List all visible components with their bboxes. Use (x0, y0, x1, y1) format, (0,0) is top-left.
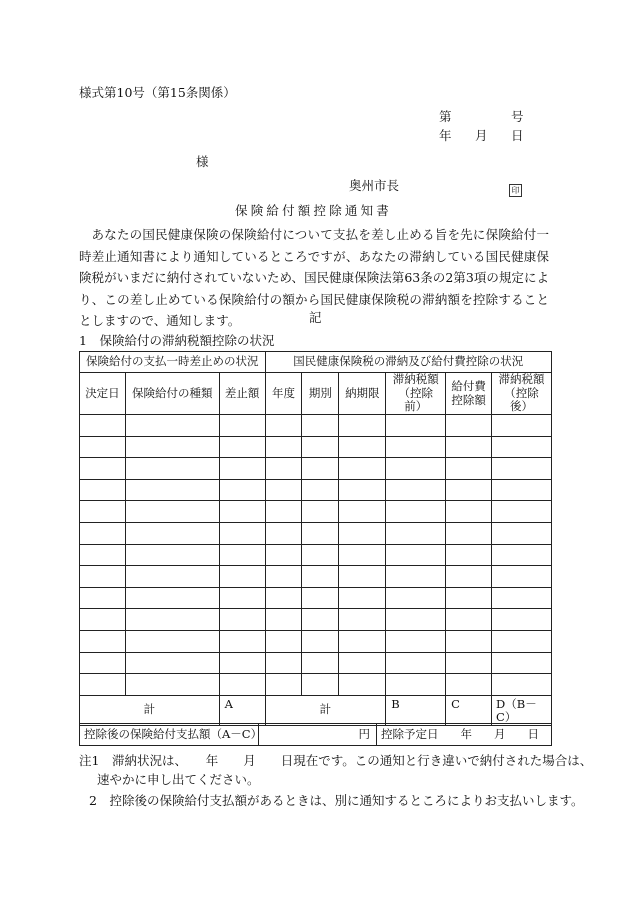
table-cell (386, 674, 446, 696)
table-cell (302, 415, 339, 437)
table-cell (265, 436, 302, 458)
col-deduction-line1: 給付費 (451, 379, 486, 393)
form-id: 様式第10号（第15条関係） (79, 85, 236, 100)
table-cell (492, 479, 552, 501)
table-cell (80, 479, 126, 501)
col-arrears-before-line2: （控除 (398, 385, 433, 400)
col-arrears-before-line3: 前） (404, 399, 428, 414)
table-cell (219, 652, 265, 674)
seal-mark (509, 178, 522, 197)
table-cell (302, 566, 339, 588)
table-cell (339, 609, 386, 631)
table-cell (446, 587, 492, 609)
table-cell (386, 522, 446, 544)
number-label-right: 号 (511, 109, 524, 124)
table-cell (80, 652, 126, 674)
table-cell (219, 674, 265, 696)
table-cell (339, 652, 386, 674)
table-cell (219, 436, 265, 458)
table-cell (265, 566, 302, 588)
table-cell (492, 522, 552, 544)
table-row (80, 587, 552, 609)
col-arrears-before-line1: 滞納税額 (392, 372, 439, 387)
col-fiscal-year: 年度 (265, 373, 302, 415)
table-cell (492, 674, 552, 696)
table-row (80, 436, 552, 458)
table-cell (219, 609, 265, 631)
scheduled-month: 月 (494, 726, 506, 741)
table-cell (125, 522, 219, 544)
col-deduction-line2: 控除額 (451, 392, 486, 407)
table-cell (386, 566, 446, 588)
table-cell (302, 609, 339, 631)
table-row (80, 501, 552, 523)
col-arrears-after (492, 373, 552, 415)
table-cell (339, 415, 386, 437)
table-cell (302, 436, 339, 458)
mark-c: C (446, 695, 492, 725)
table-cell (339, 544, 386, 566)
total-right: 計 (265, 695, 386, 725)
table-cell (302, 674, 339, 696)
payment-table (79, 723, 552, 746)
group-header-right: 国民健康保険税の滞納及び給付費控除の状況 (265, 352, 551, 373)
table-cell (446, 415, 492, 437)
table-cell (80, 436, 126, 458)
table-cell (492, 566, 552, 588)
table-cell (80, 544, 126, 566)
table-cell (219, 566, 265, 588)
deduction-table (79, 351, 552, 726)
table-cell (265, 674, 302, 696)
table-cell (80, 415, 126, 437)
table-cell (339, 630, 386, 652)
notes (79, 751, 593, 810)
col-period: 期別 (302, 373, 339, 415)
table-cell (219, 587, 265, 609)
issuer-name: 奥州市長 (349, 178, 400, 193)
table-cell (302, 544, 339, 566)
seal-icon: 印 (509, 184, 522, 197)
table-cell (446, 544, 492, 566)
scheduled-label: 控除予定日 (381, 726, 439, 741)
table-cell (339, 566, 386, 588)
table-cell (80, 522, 126, 544)
table-cell (492, 501, 552, 523)
table-row (80, 479, 552, 501)
table-cell (446, 674, 492, 696)
col-arrears-after-line1: 滞納税額 (498, 372, 545, 387)
table-cell (302, 587, 339, 609)
body-text: あなたの国民健康保険の保険給付について支払を差し止める旨を先に保険給付一時差止通知書により通知しているところですが、あなたの滞納している国民健康保険税がいまだに納付されていないため、国民健康保険法第63条の2第3項の規定により、この差し止めている保険給付の額から国民健康保険税の滞納額を控除することとしますので、通知します。 (79, 227, 549, 328)
table-row (80, 415, 552, 437)
table-cell (446, 479, 492, 501)
table-cell (125, 630, 219, 652)
table-cell (386, 415, 446, 437)
table-cell (265, 501, 302, 523)
table-cell (339, 479, 386, 501)
table-cell (302, 458, 339, 480)
table-cell (265, 415, 302, 437)
table-cell (125, 587, 219, 609)
table-cell (386, 587, 446, 609)
table-row (80, 544, 552, 566)
table-cell (219, 522, 265, 544)
table-cell (265, 522, 302, 544)
mark-a: A (219, 695, 265, 725)
table-cell (219, 458, 265, 480)
table-row (80, 630, 552, 652)
table-cell (302, 652, 339, 674)
table-row (80, 674, 552, 696)
table-cell (219, 479, 265, 501)
col-arrears-after-line3: 後） (510, 399, 534, 414)
table-cell (80, 458, 126, 480)
table-cell (125, 415, 219, 437)
table-cell (302, 501, 339, 523)
table-cell (265, 458, 302, 480)
table-cell (386, 609, 446, 631)
scheduled-year: 年 (460, 726, 473, 741)
table-cell (265, 544, 302, 566)
table-cell (265, 630, 302, 652)
table-cell (446, 609, 492, 631)
table-cell (492, 630, 552, 652)
table-cell (339, 587, 386, 609)
table-cell (80, 501, 126, 523)
payment-yen: 円 (259, 724, 377, 746)
table-cell (80, 566, 126, 588)
table-cell (302, 630, 339, 652)
table-cell (446, 458, 492, 480)
table-row (80, 458, 552, 480)
table-row (80, 566, 552, 588)
table-cell (125, 544, 219, 566)
table-cell (386, 652, 446, 674)
table-cell (386, 479, 446, 501)
addressee-suffix: 様 (196, 154, 209, 169)
table-cell (80, 674, 126, 696)
note-2: 2 控除後の保険給付支払額があるときは、別に通知するところによりお支払いします。 (89, 793, 584, 808)
blank-rows (80, 415, 552, 696)
table-cell (125, 436, 219, 458)
mark-d: D（B－C） (492, 695, 552, 725)
table-cell (386, 436, 446, 458)
table-cell (265, 609, 302, 631)
table-cell (386, 544, 446, 566)
table-cell (302, 479, 339, 501)
table-cell (265, 652, 302, 674)
ki-mark: 記 (309, 310, 322, 325)
table-cell (125, 479, 219, 501)
table-cell (386, 630, 446, 652)
table-cell (125, 501, 219, 523)
table-cell (339, 458, 386, 480)
section1-heading: 1 保険給付の滞納税額控除の状況 (79, 333, 275, 348)
mark-b: B (386, 695, 446, 725)
table-cell (125, 674, 219, 696)
table-cell (80, 587, 126, 609)
group-header-left: 保険給付の支払一時差止めの状況 (80, 352, 266, 373)
table-cell (80, 609, 126, 631)
table-cell (446, 501, 492, 523)
table-cell (446, 436, 492, 458)
table-cell (265, 479, 302, 501)
table-cell (125, 458, 219, 480)
table-cell (492, 544, 552, 566)
date-year: 年 (439, 128, 452, 143)
col-decision-date: 決定日 (80, 373, 126, 415)
table-cell (386, 458, 446, 480)
table-row (80, 609, 552, 631)
col-deduction (446, 373, 492, 415)
table-cell (80, 630, 126, 652)
table-cell (446, 630, 492, 652)
table-cell (446, 522, 492, 544)
table-cell (339, 501, 386, 523)
table-cell (219, 501, 265, 523)
table-cell (339, 522, 386, 544)
col-due-date: 納期限 (339, 373, 386, 415)
table-cell (492, 609, 552, 631)
table-cell (446, 566, 492, 588)
number-label-left: 第 (439, 109, 452, 124)
table-cell (219, 544, 265, 566)
table-cell (492, 458, 552, 480)
table-row (80, 652, 552, 674)
table-cell (492, 415, 552, 437)
date-day: 日 (511, 128, 524, 143)
table-cell (219, 630, 265, 652)
col-withheld-amount: 差止額 (219, 373, 265, 415)
note-1-continued: 速やかに申し出てください。 (97, 772, 260, 787)
date-month: 月 (475, 128, 488, 143)
scheduled-date (377, 724, 552, 746)
col-arrears-before (386, 373, 446, 415)
col-benefit-type: 保険給付の種類 (125, 373, 219, 415)
table-cell (492, 587, 552, 609)
table-row (80, 522, 552, 544)
payment-label: 控除後の保険給付支払額（A－C） (80, 724, 259, 746)
total-left: 計 (80, 695, 220, 725)
table-cell (125, 609, 219, 631)
note-1: 注1 滞納状況は、 年 月 日現在です。この通知と行き違いで納付された場合は、 (79, 753, 593, 768)
scheduled-day: 日 (527, 726, 540, 741)
table-cell (339, 674, 386, 696)
table-cell (386, 501, 446, 523)
table-cell (265, 587, 302, 609)
table-cell (125, 566, 219, 588)
table-cell (302, 522, 339, 544)
table-cell (339, 436, 386, 458)
table-cell (492, 436, 552, 458)
table-cell (492, 652, 552, 674)
table-cell (446, 652, 492, 674)
table-cell (219, 415, 265, 437)
table-cell (125, 652, 219, 674)
document-title: 保険給付額控除通知書 (235, 203, 393, 218)
col-arrears-after-line2: （控除 (504, 385, 539, 400)
